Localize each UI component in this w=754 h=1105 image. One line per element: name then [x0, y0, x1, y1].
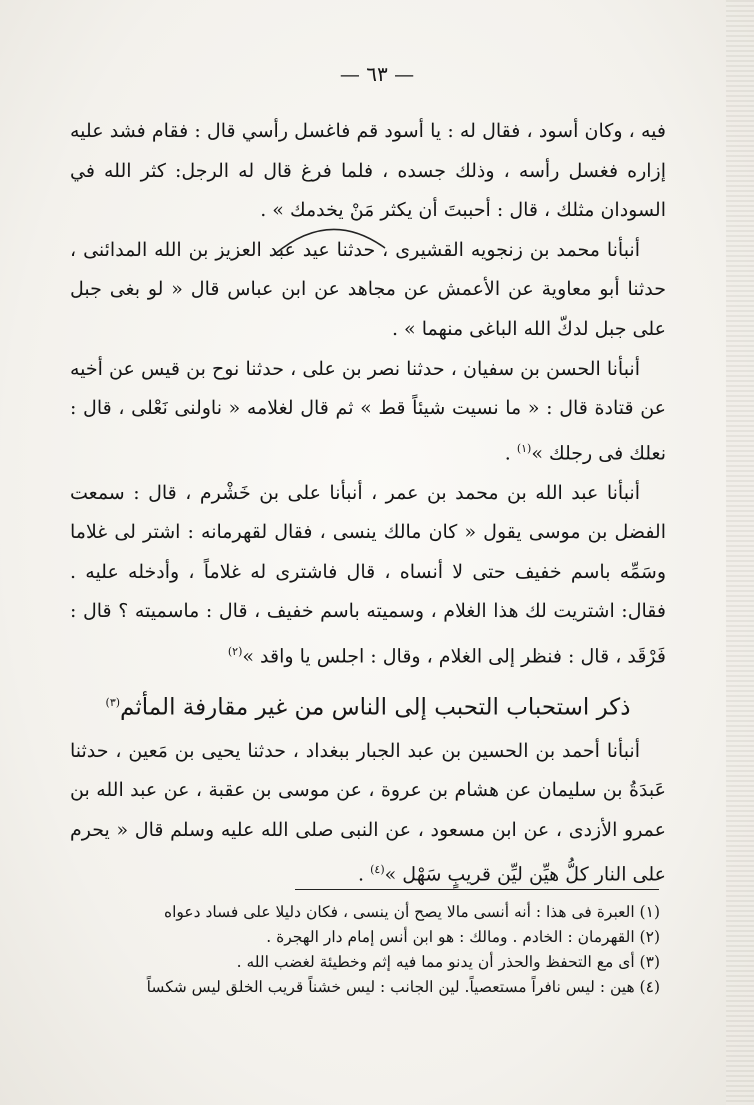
paragraph-5: أنبأنا أحمد بن الحسين بن عبد الجبار ببغداد ، حدثنا يحيى بن مَعين ، حدثنا عَبدَةُ بن سليمان عن هشام بن عروة ، عن موسى بن عقبة ، عن عبد الله بن عمرو الأزدى ، عن ابن مسعود ، عن النبى صلى الله عليه وسلم قال « يحرم على النار كلُّ هيِّن ليِّن قريبٍ سَهْل »$^{(٤)}$ . [70, 739, 666, 886]
section-heading [70, 679, 666, 732]
paragraph-3-text: أنبأنا الحسن بن سفيان ، حدثنا نصر بن على ، حدثنا نوح بن قيس عن أخيه عن قتادة قال : « ما نسيت شيئاً قط » ثم قال لغلامه « ناولنى نَعْلى ، قال : نعلك فى رجلك » [70, 357, 666, 465]
footnote-ref-4: (٤) [370, 863, 385, 877]
paragraph-5-text: أنبأنا أحمد بن الحسين بن عبد الجبار ببغداد ، حدثنا يحيى بن مَعين ، حدثنا عَبدَةُ بن سليمان عن هشام بن عروة ، عن موسى بن عقبة ، عن عبد الله بن عمرو الأزدى ، عن ابن مسعود ، عن النبى صلى الله عليه وسلم قال « يحرم على النار كلُّ هيِّن ليِّن قريبٍ سَهْل » [70, 739, 666, 886]
footnote-divider [295, 889, 659, 890]
footnotes [104, 900, 660, 1000]
page-number: — ٦٣ — [339, 62, 415, 86]
paragraph-1: فيه ، وكان أسود ، فقال له : يا أسود قم فاغسل رأسي قال : فقام فشد عليه إزاره فغسل رأسه ، وذلك جسده ، فلما فرغ قال له الرجل: كثر الله في السودان مثلك ، قال : أحببتَ أن يكثر مَنْ يخدمك » . [70, 120, 666, 222]
main-text [70, 112, 666, 895]
footnote-4: (٤) هين : ليس نافراً مستعصياً. لين الجانب : ليس خشناً قريب الخلق ليس شكساً [146, 978, 660, 996]
paragraph-3: أنبأنا الحسن بن سفيان ، حدثنا نصر بن على ، حدثنا نوح بن قيس عن أخيه عن قتادة قال : « ما نسيت شيئاً قط » ثم قال لغلامه « ناولنى نَعْلى ، قال : نعلك فى رجلك »$^{(١)}$ . [70, 357, 666, 465]
paragraph-4 [70, 474, 666, 677]
footnote-3: (٣) أى مع التحفظ والحذر أن يدنو مما فيه إثم وخطيئة لغضب الله . [236, 953, 660, 971]
footnote-ref-2: (٢) [227, 645, 243, 659]
footnote-ref-3: (٣) [105, 695, 121, 709]
paragraph-4-text: أنبأنا عبد الله بن محمد بن عمر ، أنبأنا على بن خَشْرم ، قال : سمعت الفضل بن موسى يقول « كان مالك ينسى ، فقال لقهرمانه : اشتر لى غلاما وسَمِّه باسم خفيف حتى لا أنساه ، قال فاشترى له غلاماً ، وأدخله عليه . فقال: اشتريت لك هذا الغلام ، وسميته باسم خفيف ، قال : ماسميته ؟ قال : فَرْقَد ، قال : فنظر إلى الغلام ، وقال : اجلس يا واقد » [70, 481, 666, 668]
footnote-2: (٢) القهرمان : الخادم . ومالك : هو ابن أنس إمام دار الهجرة . [266, 928, 660, 946]
footnote-ref-1: (١) [516, 441, 532, 455]
page-edge-shadow [726, 0, 754, 1105]
paragraph-2: أنبأنا محمد بن زنجويه القشيرى ، حدثنا عيد عبد العزيز بن الله المدائنى ، حدثنا أبو معاوية عن الأعمش عن مجاهد عن ابن عباس قال « لو بغى جبل على جبل لدكّ الله الباغى منهما » . [70, 238, 666, 340]
section-heading-text: ذكر استحباب التحبب إلى الناس من غير مقارفة المأثم [120, 694, 631, 721]
footnote-1: (١) العبرة فى هذا : أنه أنسى مالا يصح أن ينسى ، فكان دليلا على فساد دعواه [163, 903, 660, 921]
